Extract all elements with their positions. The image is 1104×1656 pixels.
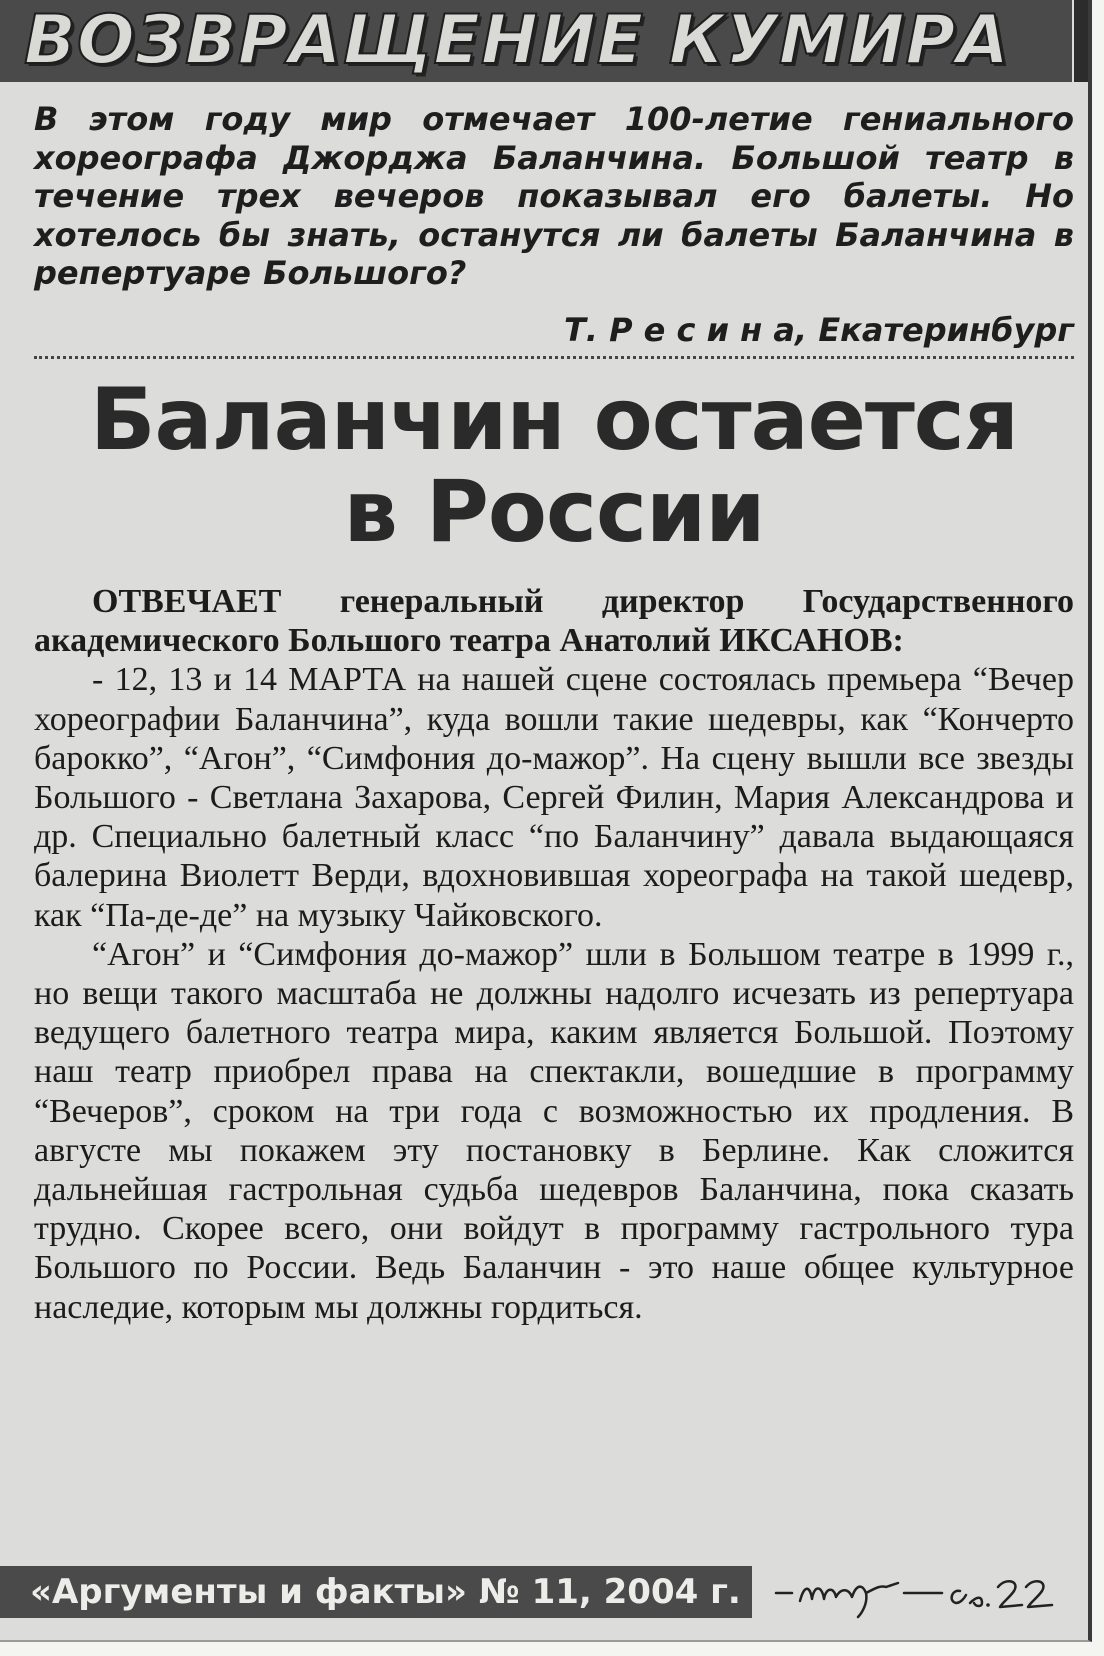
article-body <box>34 582 1074 1327</box>
banner-edge <box>1074 0 1088 82</box>
source-citation: «Аргументы и факты» № 11, 2004 г. <box>30 1572 741 1612</box>
headline-line-2: в России <box>343 462 765 562</box>
reader-question: В этом году мир отмечает 100-летие гениального хореографа Джорджа Баланчина. Большой театр в течение трех вечеров показывал его балеты. Но хотелось бы знать, останутся ли балеты Баланчина в репертуаре Большого? <box>34 100 1074 292</box>
question-author: Т. Р е с и н а, Екатеринбург <box>563 311 1074 349</box>
article-paragraph: “Агон” и “Симфония до-мажор” шли в Большом театре в 1999 г., но вещи такого масштаба не должны надолго исчезать из репертуара ведущего балетного театра мира, каким является Большой. Поэтому наш театр приобрел права на спектакли, вошедшие в программу “Вечеров”, сроком на три года с возможностью их продления. В августе мы покажем эту постановку в Берлине. Как сложится дальнейшая гастрольная судьба шедевров Баланчина, пока сказать трудно. Скорее всего, они войдут в программу гастрольного тура Большого по России. Ведь Баланчин - это наше общее культурное наследие, которым мы должны гордиться. <box>34 935 1074 1326</box>
handwritten-note <box>770 1563 1060 1619</box>
rubric-title: ВОЗВРАЩЕНИЕ КУМИРА <box>24 1 1010 80</box>
article-headline <box>34 370 1074 562</box>
article-lead <box>34 582 1074 660</box>
article-paragraph: - 12, 13 и 14 МАРТА на нашей сцене состоялась премьера “Вечер хореографии Баланчина”, куда вошли такие шедевры, как “Кончерто барокко”, “Агон”, “Симфония до-мажор”. На сцену вышли все звезды Большого - Светлана Захарова, Сергей Филин, Мария Александрова и др. Специально балетный класс “по Баланчину” давала выдающаяся балерина Виолетт Верди, вдохновившая хореографа на такой шедевр, как “Па-де-де” на музыку Чайковского. <box>34 661 1074 934</box>
lead-caps: ОТВЕЧАЕТ <box>92 583 282 620</box>
dotted-divider <box>34 356 1074 359</box>
lead-text: генеральный директор Государственного академического Большого театра Анатолий ИКСАНОВ: <box>34 583 1074 660</box>
headline-line-1: Баланчин остается <box>90 370 1018 470</box>
